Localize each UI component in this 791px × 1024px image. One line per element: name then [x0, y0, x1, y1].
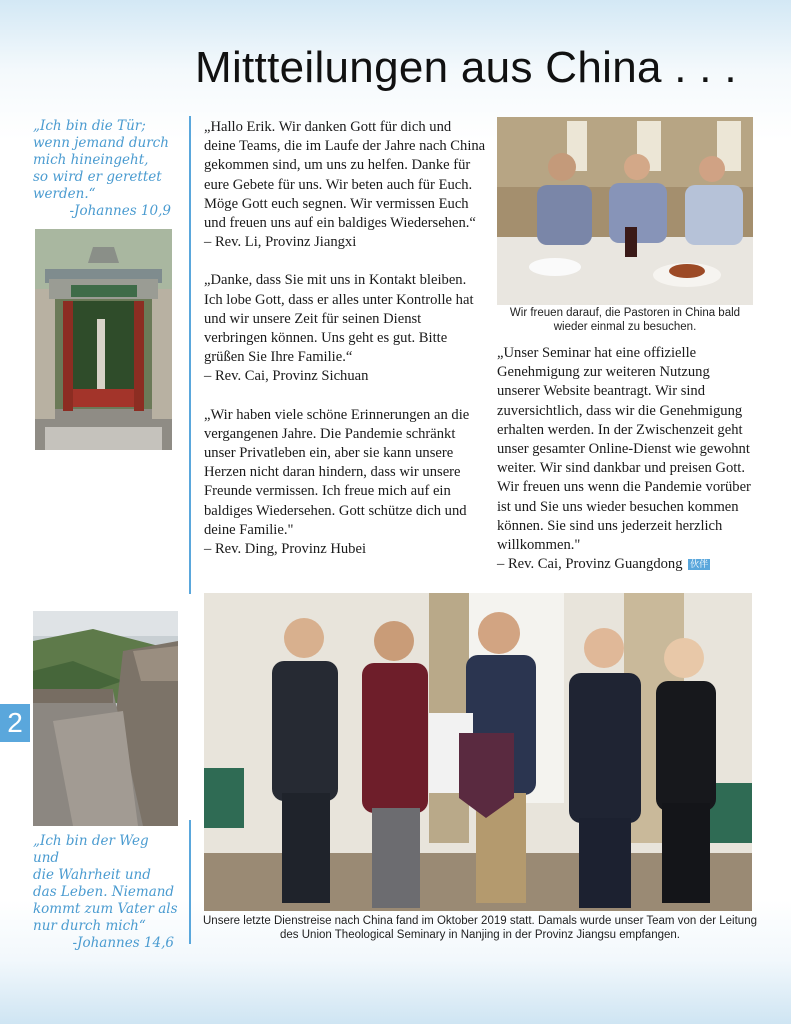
- seminary-group-image: [204, 593, 752, 911]
- dinner-photo: [497, 117, 753, 305]
- letters-column-middle: [204, 118, 486, 578]
- seminary-group-photo: [204, 593, 752, 911]
- quote-reference: -Johannes 10,9: [69, 203, 171, 219]
- letter-text: „Hallo Erik. Wir danken Gott für dich und deine Teams, die im Laufe der Jahre nach China gekommen sind, um uns zu helfen. Danke für eure Gebete für uns. Wir beten auch für Euch. Möge Gott euch segnen. Wir vermissen Euch und freuen uns auf ein baldiges Wiedersehen.“: [204, 119, 486, 232]
- quote-line: das Leben. Niemand: [33, 884, 175, 900]
- temple-gate-image: [35, 229, 172, 450]
- quote-line: nur durch mich“: [33, 918, 146, 934]
- letter-text: „Danke, dass Sie mit uns in Kontakt bleiben. Ich lobe Gott, dass er alles unter Kontrolle hat und wir unsere Zeit für seinen Dienst verbringen können. Uns geht es gut. Bitte grüßen Sie Ihre Familie.“: [204, 272, 474, 366]
- letter-author: – Rev. Cai, Provinz Guangdong: [497, 556, 683, 573]
- quote-line: so wird er gerettet: [33, 169, 162, 185]
- quote-line: „Ich bin der Weg und: [33, 833, 149, 866]
- group-photo-caption: Unsere letzte Dienstreise nach China fand im Oktober 2019 statt. Damals wurde unser Team von der Leitung des Union Theological Seminary in Nanjing in der Provinz Jiangsu empfangen.: [203, 915, 757, 941]
- bible-quote-top: [33, 118, 175, 220]
- column-divider: [189, 820, 191, 944]
- letter-text: „Unser Seminar hat eine offizielle Genehmigung zur weiteren Nutzung unserer Website beantragt. Wir sind zuversichtlich, dass wir die Genehmigung erhalten werden. In der Zwischenzeit geht unser gesamter Online-Dienst wie gewohnt weiter. Wir sind dankbar und preisen Gott. Wir freuen uns wenn die Pandemie vorüber ist und Sie uns wieder besuchen kommen können. Sie sind uns jederzeit herzlich willkommen.": [497, 345, 751, 554]
- letter: [204, 271, 486, 386]
- letter: [497, 344, 755, 574]
- quote-line: kommt zum Vater als: [33, 901, 178, 917]
- partner-badge: 伙伴: [690, 559, 709, 570]
- letter-text: „Wir haben viele schöne Erinnerungen an die vergangenen Jahre. Die Pandemie schränkt unser Privatleben ein, aber sie kann unsere Herzen nicht daran hindern, dass wir unsere Freunde vermissen. Ich freue mich auf ein baldiges Wiedersehen. Gott schütze dich und deine Familie.": [204, 406, 470, 538]
- dinner-photo-caption: Wir freuen darauf, die Pastoren in China bald wieder einmal zu besuchen.: [509, 307, 741, 333]
- temple-gate-photo: [35, 229, 172, 450]
- great-wall-photo: [33, 611, 178, 826]
- page-number: 2: [0, 704, 30, 742]
- letters-column-right: [497, 344, 755, 593]
- letter: [204, 118, 486, 252]
- quote-line: werden.“: [33, 186, 96, 202]
- quote-line: wenn jemand durch: [33, 135, 169, 151]
- column-divider: [189, 116, 191, 594]
- great-wall-image: [33, 611, 178, 826]
- dinner-image: [497, 117, 753, 305]
- letter-author: – Rev. Li, Provinz Jiangxi: [204, 234, 357, 251]
- quote-line: die Wahrheit und: [33, 867, 151, 883]
- quote-line: mich hineingeht,: [33, 152, 149, 168]
- letter: [204, 406, 486, 560]
- letter-author: – Rev. Cai, Provinz Sichuan: [204, 368, 369, 385]
- quote-reference: -Johannes 14,6: [72, 935, 174, 951]
- quote-line: „Ich bin die Tür;: [33, 118, 146, 134]
- page-title: Mittteilungen aus China . . .: [195, 43, 737, 92]
- letter-author: – Rev. Ding, Provinz Hubei: [204, 541, 366, 558]
- bible-quote-bottom: [33, 833, 178, 952]
